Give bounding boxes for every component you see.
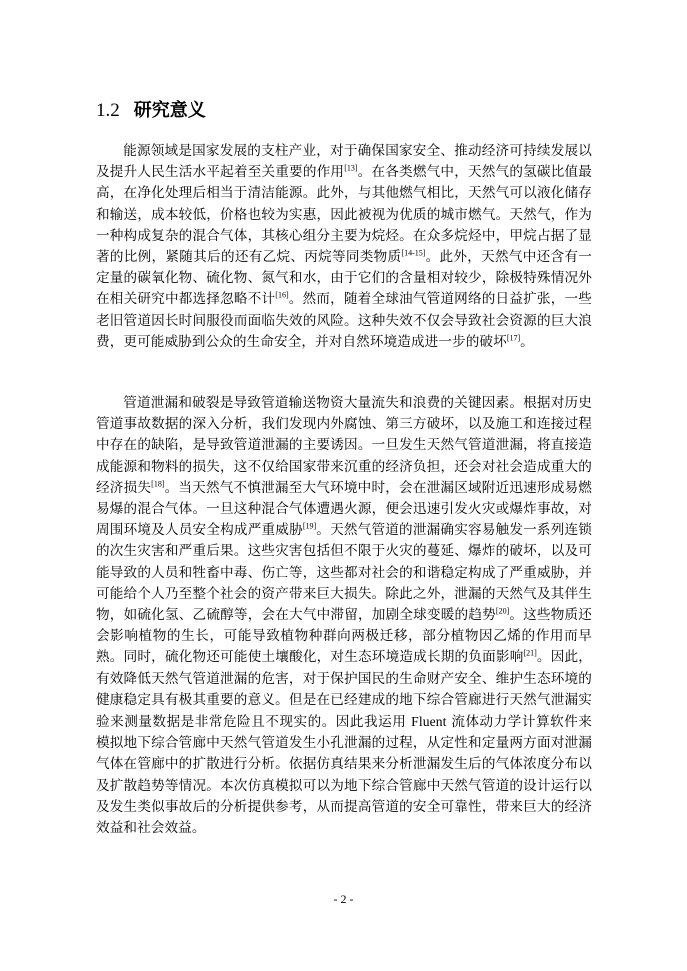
paragraph-2 (96, 393, 592, 839)
paragraph-text: 。此外，天然气中还含有一定量的碳氧化物、硫化物、氮气和水，由于它们的含量相对较少，除极特殊情况外在相关研究中都选择忽略不计 (96, 249, 592, 308)
paragraph-text: 管道泄漏和破裂是导致管道输送物资大量流失和浪费的关键因素。根据对历史管道事故数据的深入分析，我们发现内外腐蚀、第三方破坏，以及施工和连接过程中存在的缺陷，是导致管道泄漏的主要诱因。一旦发生天然气管道泄漏，将直接造成能源和物料的损失，这不仅给国家带来沉重的经济负担，还会对社会造成重大的经济损失 (96, 395, 592, 496)
paragraph-text: 流体动力学计算软件来模拟地下综合管廊中天然气管道发生小孔泄漏的过程，从定性和定量两方面对泄漏气体在管廊中的扩散进行分析。依据仿真结果来分析泄漏发生后的气体浓度分布以及扩散趋势等情况。本次仿真模拟可以为地下综合管廊中天然气管道的设计运行以及发生类似事故后的分析提供参考，从而提高管道的安全可靠性，带来巨大的经济效益和社会效益。 (96, 714, 592, 837)
citation-ref: [14-15] (401, 248, 426, 258)
paragraph-text: 。 (520, 333, 534, 350)
citation-ref: [18] (151, 479, 165, 489)
paragraph-text: 。然而，随着全球油气管道网络的日益扩张，一些老旧管道因长时间服役而面临失效的风险。这种失效不仅会导致社会资源的巨大浪费，更可能威胁到公众的生命安全，并对自然环境造成进一步的破坏 (96, 291, 592, 350)
paragraph-text: 。这些物质还会影响植物的生长，可能导致植物种群向两极迁移，部分植物因乙烯的作用而早熟。同时，硫化物还可能使土壤酸化，对生态环境造成长期的负面影响 (96, 607, 592, 666)
citation-ref: [16] (275, 290, 289, 300)
section-number: 1.2 (96, 100, 120, 121)
software-name: Fluent (411, 714, 447, 730)
paragraph-text: 能源领域是国家发展的支柱产业，对于确保国家安全、推动经济可持续发展以及提升人民生活水平起着至关重要的作用 (96, 143, 592, 181)
citation-ref: [20] (495, 606, 510, 616)
paragraph-1 (96, 141, 592, 353)
paragraph-text: 。天然气管道的泄漏确实容易触发一系列连锁的次生灾害和严重后果。这些灾害包括但不限于火灾的蔓延、爆炸的破坏，以及可能导致的人员和牲畜中毒、伤亡等，这些都对社会的和谐稳定构成了严重威胁，并可能给个人乃至整个社会的资产带来巨大损失。除此之外，泄漏的天然气及其伴生物，如硫化氢、乙硫醇等，会在大气中滞留，加剧全球变暖的趋势 (96, 522, 592, 624)
paragraph-text: 。因此，有效降低天然气管道泄漏的危害，对于保护国民的生命财产安全、维护生态环境的健康稳定具有极其重要的意义。但是在已经建成的地下综合管廊进行天然气泄漏实验来测量数据是非常危险且不现实的。因此我运用 (96, 649, 592, 731)
citation-ref: [13] (344, 163, 358, 173)
section-title: 研究意义 (133, 100, 206, 121)
page-number: - 2 - (333, 892, 354, 906)
section-heading (96, 98, 206, 123)
citation-ref: [17] (506, 333, 521, 343)
paragraph-text: 。当天然气不慎泄漏至大气环境中时，会在泄漏区域附近迅速形成易燃易爆的混合气体。一旦这种混合气体遭遇火源，便会迅速引发火灾或爆炸事故，对周围环境及人员安全构成严重威胁 (96, 479, 592, 539)
citation-ref: [19] (302, 521, 317, 531)
citation-ref: [21] (523, 648, 537, 658)
paragraph-text: 。在各类燃气中，天然气的氢碳比值最高，在净化处理后相当于清洁能源。此外，与其他燃气相比，天然气可以液化储存和输送，成本较低，价格也较为实惠，因此被视为优质的城市燃气。天然气，作为一种构成复杂的混合气体，其核心组分主要为烷烃。在众多烷烃中，甲烷占据了显著的比例，紧随其后的还有乙烷、丙烷等同类物质 (96, 164, 592, 266)
